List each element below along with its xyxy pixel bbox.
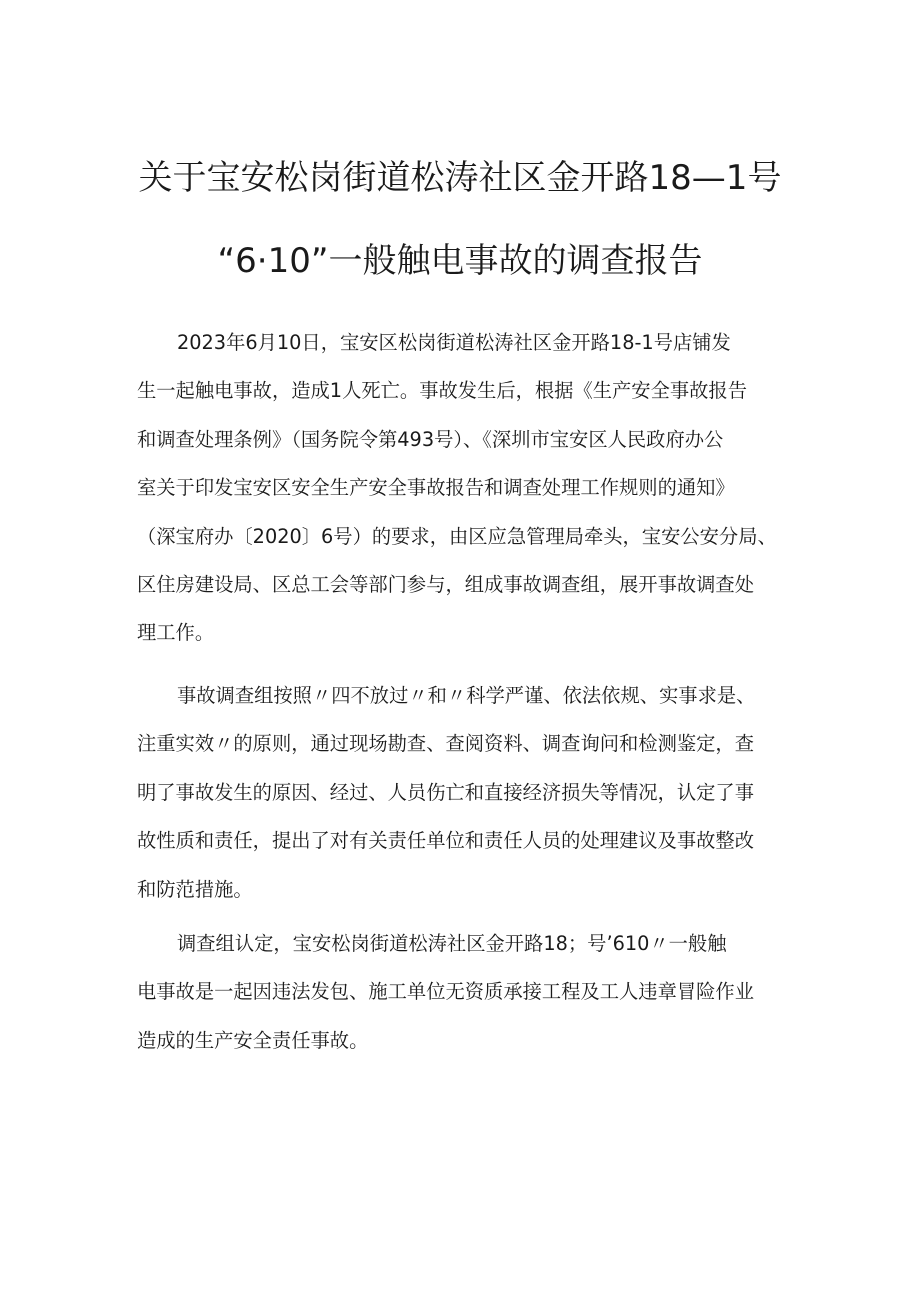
paragraph-line: 调查组认定，宝安松岗街道松涛社区金开路18；号’610〃一般触 bbox=[177, 932, 727, 955]
paragraph-line: 和防范措施。 bbox=[137, 877, 253, 901]
paragraph-1 bbox=[137, 319, 787, 658]
document-title-line-2: “6·10”一般触电事故的调查报告 bbox=[217, 241, 703, 281]
paragraph-line: 电事故是一起因违法发包、施工单位无资质承接工程及工人违章冒险作业 bbox=[137, 980, 754, 1004]
paragraph-line: 2023年6月10日，宝安区松岗街道松涛社区金开路18-1号店铺发 bbox=[177, 331, 731, 354]
paragraph-line: 故性质和责任，提出了对有关责任单位和责任人员的处理建议及事故整改 bbox=[137, 829, 754, 853]
paragraph-line: 事故调查组按照〃四不放过〃和〃科学严谨、依法依规、实事求是、 bbox=[177, 684, 756, 707]
paragraph-line: 明了事故发生的原因、经过、人员伤亡和直接经济损失等情况，认定了事 bbox=[137, 780, 754, 804]
paragraph-3 bbox=[137, 920, 787, 1065]
paragraph-line: 区住房建设局、区总工会等部门参与，组成事故调查组，展开事故调查处 bbox=[137, 572, 754, 596]
paragraph-line: 室关于印发宝安区安全生产安全事故报告和调查处理工作规则的通知》 bbox=[137, 476, 735, 500]
paragraph-line: 注重实效〃的原则，通过现场勘查、查阅资料、调查询问和检测鉴定，查 bbox=[137, 732, 754, 756]
paragraph-line: （深宝府办〔2020〕6号）的要求，由区应急管理局牵头，宝安公安分局、 bbox=[137, 524, 777, 548]
paragraph-line: 和调查处理条例》（国务院令第493号）、《深圳市宝安区人民政府办公 bbox=[137, 427, 724, 451]
paragraph-line: 生一起触电事故，造成1人死亡。事故发生后，根据《生产安全事故报告 bbox=[137, 379, 747, 403]
document-title-line-1: 关于宝安松岗街道松涛社区金开路18—1号 bbox=[138, 158, 782, 198]
paragraph-line: 理工作。 bbox=[137, 621, 215, 645]
paragraph-2 bbox=[137, 672, 787, 914]
paragraph-line: 造成的生产安全责任事故。 bbox=[137, 1028, 369, 1052]
